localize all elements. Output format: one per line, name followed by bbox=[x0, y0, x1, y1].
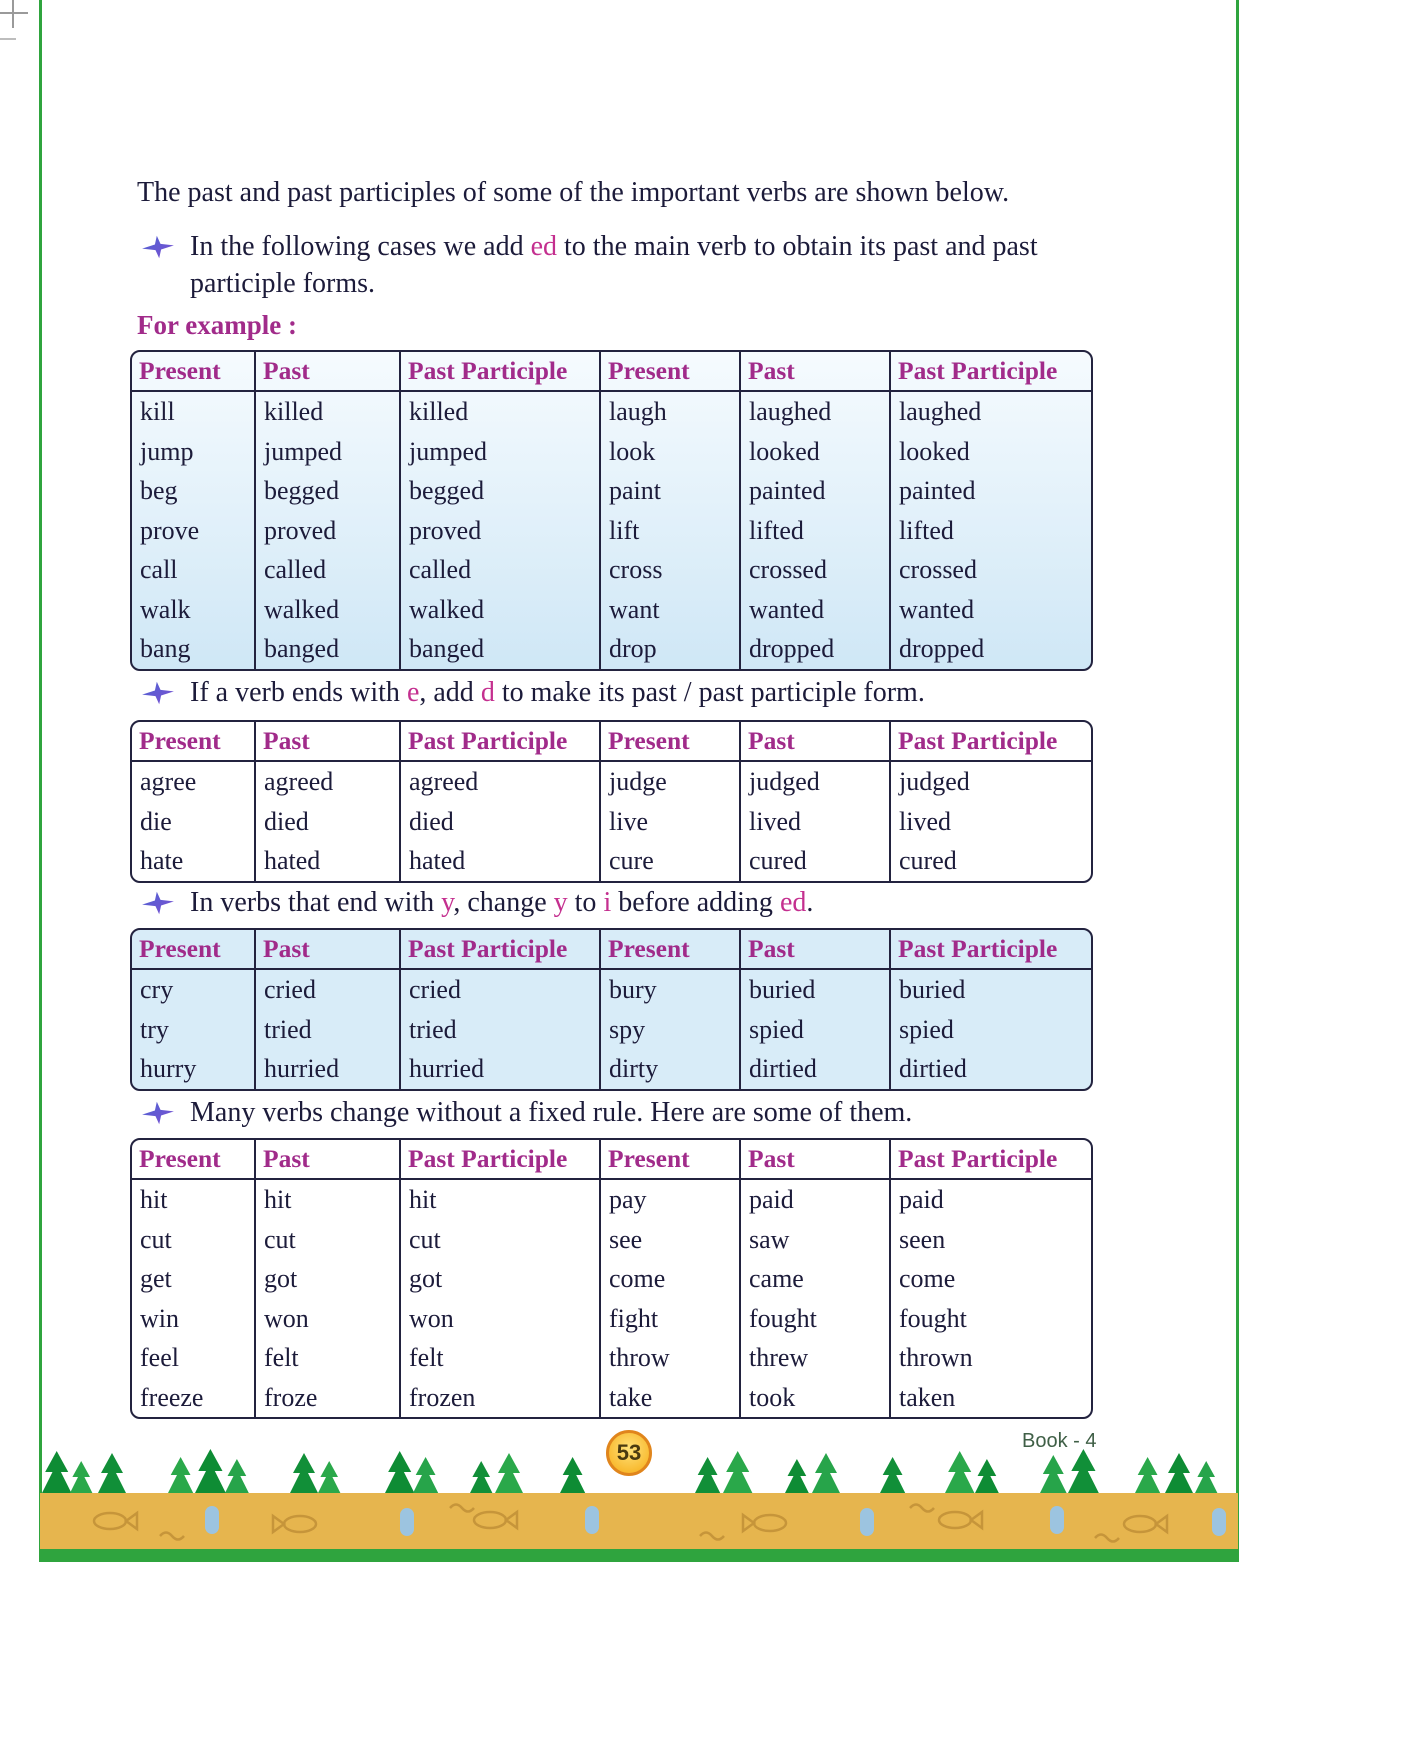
bullet-text bbox=[190, 1094, 912, 1131]
verb-cell: banged bbox=[400, 629, 600, 669]
verb-cell: won bbox=[400, 1299, 600, 1339]
bullet-text-segment: Many verbs change without a fixed rule. Here are some of them. bbox=[190, 1097, 913, 1128]
verb-cell: tried bbox=[400, 1010, 600, 1050]
verb-cell: tried bbox=[255, 1010, 400, 1050]
column-header: Past bbox=[255, 352, 400, 391]
table-header-row bbox=[132, 1140, 1093, 1179]
verb-table bbox=[132, 722, 1093, 881]
verb-cell: win bbox=[132, 1299, 255, 1339]
verb-cell: cured bbox=[740, 841, 890, 881]
verb-table bbox=[132, 352, 1093, 669]
star-bullet-icon bbox=[142, 681, 174, 713]
verb-cell: painted bbox=[899, 476, 976, 505]
table-row bbox=[132, 1259, 1093, 1299]
verb-cell: fight bbox=[600, 1299, 740, 1339]
bullet-text-segment: to make its past / past participle form. bbox=[494, 677, 925, 708]
table-row bbox=[132, 1220, 1093, 1260]
highlighted-suffix-ed: ed bbox=[530, 231, 558, 262]
bullet-point-irregular bbox=[142, 1094, 1092, 1133]
highlighted-letter-e: e bbox=[406, 677, 420, 708]
verb-cell: cry bbox=[132, 969, 255, 1010]
table-row bbox=[132, 511, 1093, 551]
table-row bbox=[132, 629, 1093, 669]
column-header: Past bbox=[740, 722, 890, 761]
verb-cell: cured bbox=[899, 846, 957, 875]
verb-cell: felt bbox=[400, 1338, 600, 1378]
verb-table-irregular bbox=[130, 1138, 1093, 1419]
verb-cell: called bbox=[255, 550, 400, 590]
table-row bbox=[132, 432, 1093, 472]
bullet-text-segment: , change bbox=[453, 887, 554, 918]
column-header: Past bbox=[255, 1140, 400, 1179]
table-header-row bbox=[132, 722, 1093, 761]
verb-cell: banged bbox=[255, 629, 400, 669]
verb-cell: look bbox=[600, 432, 740, 472]
verb-cell: buried bbox=[899, 975, 966, 1004]
column-header: Past bbox=[255, 722, 400, 761]
verb-cell: dirtied bbox=[740, 1049, 890, 1089]
table-row bbox=[132, 1299, 1093, 1339]
column-header: Past bbox=[255, 930, 400, 969]
crop-mark-horizontal bbox=[0, 12, 28, 14]
verb-cell: proved bbox=[400, 511, 600, 551]
verb-cell: agree bbox=[132, 761, 255, 802]
verb-cell: come bbox=[899, 1264, 956, 1293]
verb-cell: cure bbox=[600, 841, 740, 881]
verb-table bbox=[132, 1140, 1093, 1417]
verb-cell: kill bbox=[132, 391, 255, 432]
verb-cell: hurry bbox=[132, 1049, 255, 1089]
verb-cell: taken bbox=[899, 1382, 956, 1412]
verb-cell: wanted bbox=[899, 594, 975, 624]
verb-cell: froze bbox=[255, 1378, 400, 1418]
star-bullet-icon bbox=[142, 235, 174, 267]
verb-cell: spied bbox=[740, 1010, 890, 1050]
column-header: Past Participle bbox=[400, 930, 600, 969]
verb-cell: dropped bbox=[740, 629, 890, 669]
table-row bbox=[132, 841, 1093, 881]
verb-cell: begged bbox=[255, 471, 400, 511]
table-row bbox=[132, 391, 1093, 432]
verb-cell: hit bbox=[255, 1179, 400, 1220]
star-bullet-icon bbox=[142, 1101, 174, 1133]
verb-cell: feel bbox=[132, 1338, 255, 1378]
verb-cell: cried bbox=[400, 969, 600, 1010]
verb-cell: paid bbox=[740, 1179, 890, 1220]
verb-cell: fought bbox=[899, 1303, 967, 1333]
bullet-text-segment: before adding bbox=[611, 887, 780, 918]
verb-cell: prove bbox=[132, 511, 255, 551]
table-header-row bbox=[132, 352, 1093, 391]
highlighted-letter-y: y bbox=[441, 887, 454, 918]
column-header: Present bbox=[600, 722, 740, 761]
bullet-point-add-d bbox=[142, 674, 1092, 713]
bullet-point-add-ed bbox=[142, 228, 1092, 302]
verb-cell: won bbox=[255, 1299, 400, 1339]
verb-cell: agreed bbox=[400, 761, 600, 802]
verb-cell: laughed bbox=[899, 397, 982, 426]
verb-cell: paid bbox=[899, 1185, 944, 1214]
right-margin-rule bbox=[1236, 0, 1239, 1562]
verb-cell: killed bbox=[255, 391, 400, 432]
table-row bbox=[132, 1049, 1093, 1089]
intro-text: The past and past participles of some of the important verbs are shown below. bbox=[137, 177, 1010, 208]
verb-cell: die bbox=[132, 802, 255, 842]
bullet-text-segment: In the following cases we add bbox=[190, 231, 531, 262]
highlighted-letter-y: y bbox=[553, 887, 568, 918]
bullet-text bbox=[190, 674, 925, 711]
table-row bbox=[132, 761, 1093, 802]
verb-cell: agreed bbox=[255, 761, 400, 802]
verb-cell: seen bbox=[899, 1224, 946, 1254]
verb-cell: paint bbox=[600, 471, 740, 511]
highlighted-suffix-ed: ed bbox=[779, 887, 807, 918]
bullet-text-segment: , add bbox=[419, 677, 481, 708]
verb-cell: died bbox=[255, 802, 400, 842]
column-header: Past Participle bbox=[400, 722, 600, 761]
column-header: Present bbox=[132, 722, 255, 761]
column-header: Past bbox=[740, 1140, 890, 1179]
left-margin-rule bbox=[39, 0, 42, 1562]
bullet-point-y-to-i bbox=[142, 884, 1092, 923]
verb-cell: crossed bbox=[899, 555, 977, 584]
table-row bbox=[132, 550, 1093, 590]
verb-cell: thrown bbox=[899, 1343, 973, 1372]
verb-cell: cut bbox=[400, 1220, 600, 1260]
star-bullet-icon bbox=[142, 891, 174, 923]
bullet-text-segment: If a verb ends with bbox=[190, 677, 407, 708]
column-header: Present bbox=[132, 1140, 255, 1179]
verb-cell: walk bbox=[132, 590, 255, 630]
page-number-badge: 53 bbox=[606, 1430, 652, 1476]
verb-cell: took bbox=[740, 1378, 890, 1418]
table-row bbox=[132, 471, 1093, 511]
verb-cell: spy bbox=[600, 1010, 740, 1050]
column-header: Past Participle bbox=[890, 352, 1093, 391]
table-row bbox=[132, 802, 1093, 842]
verb-cell: begged bbox=[400, 471, 600, 511]
column-header: Past Participle bbox=[890, 930, 1093, 969]
verb-cell: freeze bbox=[132, 1378, 255, 1418]
verb-cell: hurried bbox=[255, 1049, 400, 1089]
verb-cell: dropped bbox=[899, 634, 985, 663]
table-row bbox=[132, 1378, 1093, 1418]
column-header: Present bbox=[132, 352, 255, 391]
verb-table-add-ed bbox=[130, 350, 1093, 671]
bullet-text-segment: In verbs that end with bbox=[190, 887, 442, 918]
verb-cell: drop bbox=[600, 629, 740, 669]
verb-cell: hate bbox=[132, 841, 255, 881]
verb-cell: judge bbox=[600, 761, 740, 802]
crop-mark-vertical bbox=[12, 0, 14, 28]
verb-cell: try bbox=[132, 1010, 255, 1050]
column-header: Past Participle bbox=[890, 1140, 1093, 1179]
verb-cell: dirtied bbox=[899, 1054, 967, 1083]
verb-cell: killed bbox=[400, 391, 600, 432]
verb-cell: hurried bbox=[400, 1049, 600, 1089]
verb-cell: call bbox=[132, 550, 255, 590]
verb-cell: cut bbox=[132, 1220, 255, 1260]
verb-cell: live bbox=[600, 802, 740, 842]
verb-cell: got bbox=[255, 1259, 400, 1299]
verb-cell: hated bbox=[400, 841, 600, 881]
verb-cell: spied bbox=[899, 1014, 954, 1044]
verb-cell: judged bbox=[740, 761, 890, 802]
verb-cell: walked bbox=[400, 590, 600, 630]
verb-cell: jump bbox=[132, 432, 255, 472]
column-header: Past Participle bbox=[890, 722, 1093, 761]
verb-cell: hit bbox=[132, 1179, 255, 1220]
bullet-text bbox=[190, 228, 1092, 302]
verb-cell: walked bbox=[255, 590, 400, 630]
table-header-row bbox=[132, 930, 1093, 969]
verb-cell: bury bbox=[600, 969, 740, 1010]
verb-cell: got bbox=[400, 1259, 600, 1299]
verb-cell: crossed bbox=[740, 550, 890, 590]
verb-cell: looked bbox=[740, 432, 890, 472]
verb-table-add-d bbox=[130, 720, 1093, 883]
verb-cell: cut bbox=[255, 1220, 400, 1260]
verb-cell: bang bbox=[132, 629, 255, 669]
table-row bbox=[132, 1179, 1093, 1220]
verb-cell: come bbox=[600, 1259, 740, 1299]
crop-mark-horizontal-2 bbox=[0, 38, 16, 40]
bullet-text-segment: . bbox=[806, 887, 814, 918]
verb-cell: came bbox=[740, 1259, 890, 1299]
verb-cell: lift bbox=[600, 511, 740, 551]
verb-cell: proved bbox=[255, 511, 400, 551]
verb-cell: pay bbox=[600, 1179, 740, 1220]
verb-cell: see bbox=[600, 1220, 740, 1260]
verb-cell: lived bbox=[899, 806, 951, 836]
verb-cell: laugh bbox=[600, 391, 740, 432]
verb-cell: lived bbox=[740, 802, 890, 842]
verb-cell: get bbox=[132, 1259, 255, 1299]
verb-cell: judged bbox=[899, 767, 970, 796]
for-example-label: For example : bbox=[137, 310, 297, 340]
verb-cell: throw bbox=[600, 1338, 740, 1378]
verb-cell: cross bbox=[600, 550, 740, 590]
table-row bbox=[132, 590, 1093, 630]
verb-cell: lifted bbox=[740, 511, 890, 551]
verb-table-y-to-i bbox=[130, 928, 1093, 1091]
verb-cell: cried bbox=[255, 969, 400, 1010]
verb-table bbox=[132, 930, 1093, 1089]
verb-cell: looked bbox=[899, 436, 970, 466]
bullet-text bbox=[190, 884, 813, 921]
table-row bbox=[132, 1338, 1093, 1378]
verb-cell: want bbox=[600, 590, 740, 630]
verb-cell: hit bbox=[400, 1179, 600, 1220]
bullet-text-segment: to the main verb to obtain its past and past participle forms. bbox=[190, 231, 1038, 299]
column-header: Present bbox=[600, 1140, 740, 1179]
verb-cell: jumped bbox=[255, 432, 400, 472]
verb-cell: buried bbox=[740, 969, 890, 1010]
verb-cell: saw bbox=[740, 1220, 890, 1260]
bullet-text-segment: to bbox=[567, 887, 604, 918]
book-label: Book - 4 bbox=[1022, 1430, 1097, 1452]
verb-cell: hated bbox=[255, 841, 400, 881]
verb-cell: fought bbox=[740, 1299, 890, 1339]
verb-cell: dirty bbox=[600, 1049, 740, 1089]
verb-cell: called bbox=[400, 550, 600, 590]
verb-cell: take bbox=[600, 1378, 740, 1418]
verb-cell: wanted bbox=[740, 590, 890, 630]
verb-cell: frozen bbox=[400, 1378, 600, 1418]
verb-cell: threw bbox=[740, 1338, 890, 1378]
table-row bbox=[132, 969, 1093, 1010]
verb-cell: laughed bbox=[740, 391, 890, 432]
highlighted-letter-i: i bbox=[603, 887, 612, 918]
verb-cell: felt bbox=[255, 1338, 400, 1378]
column-header: Present bbox=[132, 930, 255, 969]
verb-cell: died bbox=[400, 802, 600, 842]
verb-cell: painted bbox=[740, 471, 890, 511]
column-header: Present bbox=[600, 930, 740, 969]
column-header: Past bbox=[740, 352, 890, 391]
column-header: Past Participle bbox=[400, 1140, 600, 1179]
column-header: Past Participle bbox=[400, 352, 600, 391]
verb-cell: lifted bbox=[899, 515, 954, 545]
table-row bbox=[132, 1010, 1093, 1050]
column-header: Past bbox=[740, 930, 890, 969]
verb-cell: jumped bbox=[400, 432, 600, 472]
verb-cell: beg bbox=[132, 471, 255, 511]
highlighted-letter-d: d bbox=[480, 677, 495, 708]
column-header: Present bbox=[600, 352, 740, 391]
